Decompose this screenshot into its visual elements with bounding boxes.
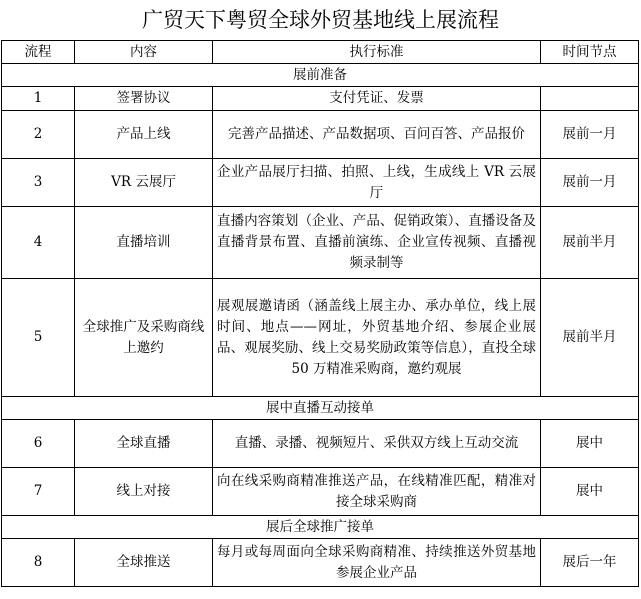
standard-cell: 支付凭证、发票: [213, 87, 541, 111]
step-cell: 2: [2, 111, 75, 159]
time-cell: 展中: [541, 420, 639, 468]
standard-cell: 直播、录播、视频短片、采供双方线上互动交流: [213, 420, 541, 468]
standard-cell: 直播内容策划（企业、产品、促销政策）、直播设备及直播背景布置、直播前演练、企业宣传视频、直播视频录制等: [213, 207, 541, 279]
time-cell: 展后一年: [541, 539, 639, 587]
table-row: [2, 207, 639, 279]
time-cell: 展前一月: [541, 159, 639, 207]
header-row: [2, 41, 639, 64]
standard-cell: 企业产品展厅扫描、拍照、上线，生成线上 VR 云展厅: [213, 159, 541, 207]
step-cell: 5: [2, 279, 75, 397]
table-row: [2, 279, 639, 397]
header-time: 时间节点: [541, 41, 639, 64]
table-row: [2, 420, 639, 468]
section-label: 展中直播互动接单: [2, 397, 639, 420]
step-cell: 1: [2, 87, 75, 111]
content-cell: 直播培训: [75, 207, 213, 279]
content-cell: VR 云展厅: [75, 159, 213, 207]
table-row: [2, 87, 639, 111]
header-content: 内容: [75, 41, 213, 64]
table-row: [2, 159, 639, 207]
header-step: 流程: [2, 41, 75, 64]
standard-cell: 每月或每周面向全球采购商精准、持续推送外贸基地参展企业产品: [213, 539, 541, 587]
header-standard: 执行标准: [213, 41, 541, 64]
step-cell: 4: [2, 207, 75, 279]
time-cell: 展中: [541, 468, 639, 516]
section-row-post: [2, 516, 639, 539]
content-cell: 线上对接: [75, 468, 213, 516]
step-cell: 6: [2, 420, 75, 468]
time-cell: 展前一月: [541, 111, 639, 159]
section-row-pre: [2, 64, 639, 87]
content-cell: 全球推广及采购商线上邀约: [75, 279, 213, 397]
section-label: 展后全球推广接单: [2, 516, 639, 539]
step-cell: 7: [2, 468, 75, 516]
time-cell: 展前半月: [541, 279, 639, 397]
time-cell: 展前半月: [541, 207, 639, 279]
content-cell: 产品上线: [75, 111, 213, 159]
standard-cell: 展观展邀请函（涵盖线上展主办、承办单位，线上展时间、地点——网址，外贸基地介绍、参展企业展品、观展奖励、线上交易奖励政策等信息），直投全球 50 万精准采购商，邀约观展: [213, 279, 541, 397]
content-cell: 全球推送: [75, 539, 213, 587]
step-cell: 3: [2, 159, 75, 207]
table-row: [2, 539, 639, 587]
section-row-during: [2, 397, 639, 420]
standard-cell: 完善产品描述、产品数据项、百问百答、产品报价: [213, 111, 541, 159]
time-cell: [541, 87, 639, 111]
standard-cell: 向在线采购商精准推送产品，在线精准匹配，精准对接全球采购商: [213, 468, 541, 516]
page-title: 广贸天下粤贸全球外贸基地线上展流程: [142, 8, 499, 32]
table-row: [2, 468, 639, 516]
content-cell: 签署协议: [75, 87, 213, 111]
step-cell: 8: [2, 539, 75, 587]
table-row: [2, 111, 639, 159]
exhibition-process-table: [1, 40, 639, 587]
section-label: 展前准备: [2, 64, 639, 87]
content-cell: 全球直播: [75, 420, 213, 468]
